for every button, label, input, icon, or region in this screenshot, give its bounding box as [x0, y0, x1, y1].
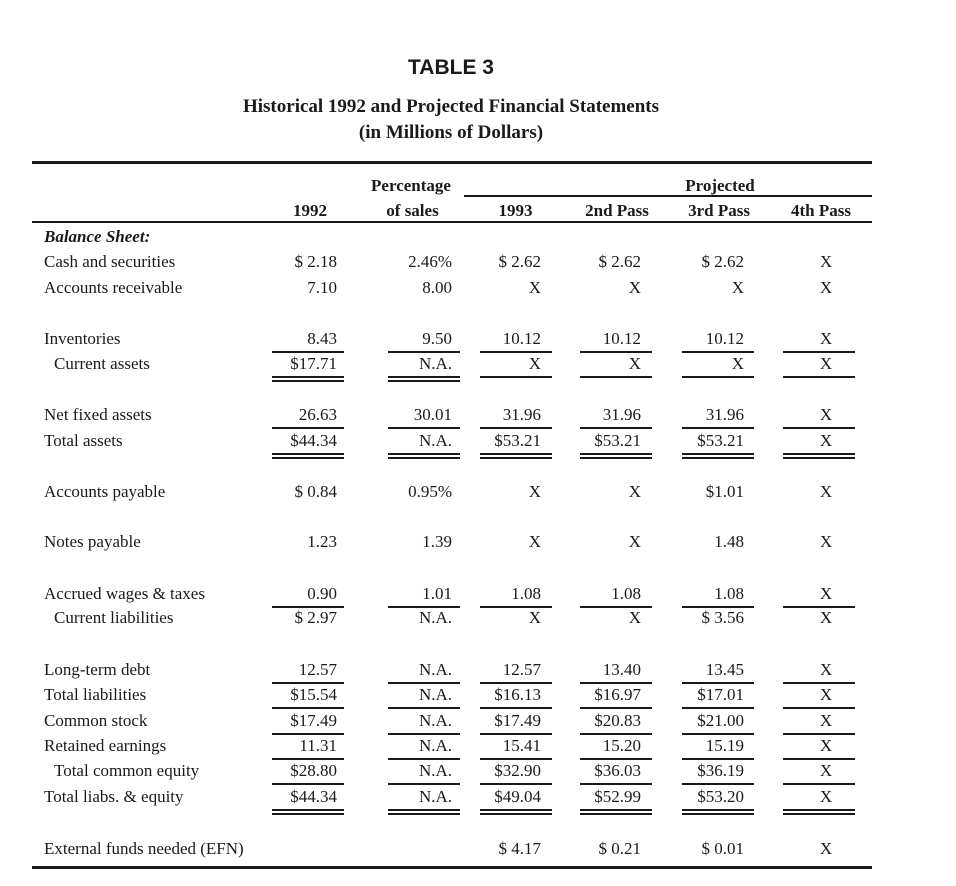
- column-rule: [682, 733, 754, 735]
- table-cell: 2.46%: [408, 252, 452, 271]
- row-label: Accrued wages & taxes: [44, 584, 205, 603]
- table-cell: X: [819, 711, 833, 730]
- row-label: Long-term debt: [44, 660, 151, 679]
- column-rule: [783, 783, 855, 785]
- column-rule: [388, 809, 460, 811]
- table-cell: X: [628, 354, 641, 373]
- column-rule: [580, 733, 652, 735]
- table-cell: $53.20: [697, 787, 744, 806]
- column-rule: [272, 707, 344, 709]
- table-cell: 31.96: [502, 405, 541, 424]
- column-rule: [783, 733, 855, 735]
- column-rule: [580, 427, 652, 429]
- header-3rd-pass: 3rd Pass: [688, 201, 750, 220]
- table-cell: $53.21: [594, 431, 641, 450]
- table-cell: 10.12: [705, 329, 744, 348]
- table-cell: X: [819, 482, 833, 501]
- table-cell: $ 0.84: [294, 482, 337, 501]
- table-cell: X: [528, 532, 541, 551]
- column-rule: [580, 351, 652, 353]
- column-rule: [580, 783, 652, 785]
- header-1993: 1993: [498, 201, 533, 220]
- column-rule: [272, 376, 344, 378]
- column-rule: [580, 707, 652, 709]
- table-cell: N.A.: [418, 787, 452, 806]
- row-label: Total common equity: [54, 761, 200, 780]
- column-rule: [783, 376, 855, 378]
- table-cell: 10.12: [602, 329, 641, 348]
- column-rule: [388, 427, 460, 429]
- table-cell: 8.43: [307, 329, 337, 348]
- row-label: Common stock: [44, 711, 148, 730]
- table-cell: X: [819, 252, 833, 271]
- table-cell: $ 2.62: [701, 252, 744, 271]
- row-label: Accounts receivable: [44, 278, 183, 297]
- column-rule: [783, 427, 855, 429]
- table-cell: 9.50: [422, 329, 452, 348]
- column-rule: [480, 606, 552, 608]
- table-cell: X: [819, 354, 833, 373]
- table-cell: $ 2.62: [598, 252, 641, 271]
- column-rule: [580, 376, 652, 378]
- table-cell: X: [819, 405, 833, 424]
- table-cell: $17.49: [290, 711, 337, 730]
- table-units: (in Millions of Dollars): [358, 122, 544, 143]
- table-cell: $20.83: [594, 711, 641, 730]
- column-rule: [682, 809, 754, 811]
- table-cell: X: [819, 532, 833, 551]
- top-rule: [32, 161, 872, 164]
- column-rule: [388, 783, 460, 785]
- table-cell: 1.39: [422, 532, 452, 551]
- table-cell: X: [528, 278, 541, 297]
- column-rule: [272, 813, 344, 815]
- column-rule: [272, 606, 344, 608]
- column-rule: [682, 758, 754, 760]
- column-rule: [580, 813, 652, 815]
- table-subtitle: Historical 1992 and Projected Financial Statements: [242, 96, 659, 117]
- column-rule: [480, 457, 552, 459]
- row-label: Total assets: [44, 431, 123, 450]
- table-cell: N.A.: [418, 354, 452, 373]
- table-cell: 15.19: [705, 736, 744, 755]
- table-cell: X: [628, 608, 641, 627]
- column-rule: [272, 682, 344, 684]
- table-cell: $36.19: [697, 761, 744, 780]
- table-cell: $52.99: [594, 787, 641, 806]
- table-cell: X: [528, 482, 541, 501]
- table-cell: X: [731, 354, 744, 373]
- table-cell: 13.45: [705, 660, 744, 679]
- table-cell: $ 2.97: [294, 608, 337, 627]
- table-cell: X: [819, 660, 833, 679]
- table-cell: X: [819, 584, 833, 603]
- column-rule: [388, 606, 460, 608]
- column-rule: [388, 457, 460, 459]
- column-rule: [580, 606, 652, 608]
- column-rule: [580, 809, 652, 811]
- row-label: Current liabilities: [54, 608, 174, 627]
- table-cell: 0.95%: [408, 482, 452, 501]
- table-cell: $21.00: [697, 711, 744, 730]
- column-rule: [580, 682, 652, 684]
- column-rule: [480, 453, 552, 455]
- table-cell: 1.08: [714, 584, 744, 603]
- column-rule: [783, 758, 855, 760]
- table-cell: N.A.: [418, 608, 452, 627]
- column-rule: [783, 453, 855, 455]
- table-cell: N.A.: [418, 685, 452, 704]
- table-cell: $ 0.01: [701, 839, 744, 858]
- table-cell: $32.90: [494, 761, 541, 780]
- column-rule: [682, 427, 754, 429]
- bottom-rule: [32, 866, 872, 869]
- table-cell: $ 4.17: [498, 839, 541, 858]
- header-rule: [32, 221, 872, 223]
- table-cell: X: [819, 839, 833, 858]
- column-rule: [480, 682, 552, 684]
- table-cell: $17.71: [290, 354, 337, 373]
- table-cell: X: [628, 532, 641, 551]
- table-cell: 15.41: [502, 736, 541, 755]
- table-cell: $16.13: [494, 685, 541, 704]
- column-rule: [388, 733, 460, 735]
- row-label: External funds needed (EFN): [44, 839, 244, 858]
- table-cell: 31.96: [705, 405, 744, 424]
- table-cell: X: [628, 278, 641, 297]
- table-cell: $ 2.18: [294, 252, 337, 271]
- table-cell: 0.90: [307, 584, 337, 603]
- table-cell: X: [819, 787, 833, 806]
- column-rule: [272, 758, 344, 760]
- column-rule: [272, 733, 344, 735]
- column-rule: [682, 376, 754, 378]
- column-rule: [480, 783, 552, 785]
- table-cell: 15.20: [602, 736, 641, 755]
- column-rule: [682, 453, 754, 455]
- column-rule: [388, 351, 460, 353]
- table-cell: X: [528, 354, 541, 373]
- table-cell: $16.97: [594, 685, 641, 704]
- row-label: Notes payable: [44, 532, 141, 551]
- table-cell: $53.21: [494, 431, 541, 450]
- column-rule: [480, 813, 552, 815]
- column-rule: [272, 809, 344, 811]
- table-cell: X: [528, 608, 541, 627]
- table-cell: $44.34: [290, 787, 337, 806]
- table-cell: X: [819, 431, 833, 450]
- column-rule: [388, 376, 460, 378]
- column-rule: [682, 783, 754, 785]
- column-rule: [682, 813, 754, 815]
- table-cell: 12.57: [298, 660, 337, 679]
- column-rule: [682, 351, 754, 353]
- table-cell: 1.08: [611, 584, 641, 603]
- table-cell: 13.40: [602, 660, 641, 679]
- table-cell: X: [628, 482, 641, 501]
- row-label: Current assets: [54, 354, 150, 373]
- table-cell: 30.01: [413, 405, 452, 424]
- column-rule: [580, 758, 652, 760]
- column-rule: [272, 380, 344, 382]
- table-cell: X: [819, 685, 833, 704]
- column-rule: [783, 682, 855, 684]
- table-cell: X: [819, 736, 833, 755]
- column-rule: [682, 606, 754, 608]
- row-label: Cash and securities: [44, 252, 176, 271]
- projected-header: Projected: [685, 176, 755, 195]
- column-rule: [682, 707, 754, 709]
- table-cell: 1.23: [307, 532, 337, 551]
- column-rule: [480, 733, 552, 735]
- table-cell: X: [731, 278, 744, 297]
- column-rule: [388, 380, 460, 382]
- column-rule: [682, 457, 754, 459]
- column-rule: [783, 707, 855, 709]
- table-cell: 12.57: [502, 660, 541, 679]
- table-cell: $49.04: [494, 787, 541, 806]
- column-rule: [480, 427, 552, 429]
- table-cell: N.A.: [418, 431, 452, 450]
- percentage-header-top: Percentage: [371, 176, 451, 195]
- table-cell: 31.96: [602, 405, 641, 424]
- table-cell: 1.48: [714, 532, 744, 551]
- table-cell: 10.12: [502, 329, 541, 348]
- column-rule: [783, 606, 855, 608]
- table-title: TABLE 3: [408, 56, 494, 79]
- row-label: Inventories: [44, 329, 121, 348]
- table-cell: N.A.: [418, 660, 452, 679]
- section-label: Balance Sheet:: [44, 227, 151, 246]
- column-rule: [480, 758, 552, 760]
- table-cell: N.A.: [418, 711, 452, 730]
- column-rule: [580, 453, 652, 455]
- column-rule: [783, 809, 855, 811]
- header-2nd-pass: 2nd Pass: [585, 201, 649, 220]
- table-cell: $1.01: [705, 482, 744, 501]
- table-cell: 11.31: [299, 736, 337, 755]
- column-rule: [388, 682, 460, 684]
- table-cell: X: [819, 278, 833, 297]
- table-cell: X: [819, 329, 833, 348]
- table-cell: $17.49: [494, 711, 541, 730]
- row-label: Total liabs. & equity: [44, 787, 184, 806]
- table-cell: X: [819, 608, 833, 627]
- column-rule: [272, 427, 344, 429]
- header-1992: 1992: [293, 201, 327, 220]
- column-rule: [480, 351, 552, 353]
- row-label: Retained earnings: [44, 736, 167, 755]
- column-rule: [272, 453, 344, 455]
- table-cell: $17.01: [697, 685, 744, 704]
- table-cell: $ 3.56: [701, 608, 744, 627]
- column-rule: [480, 707, 552, 709]
- table-cell: $36.03: [594, 761, 641, 780]
- table-cell: 1.08: [511, 584, 541, 603]
- table-cell: N.A.: [418, 736, 452, 755]
- row-label: Accounts payable: [44, 482, 166, 501]
- column-rule: [580, 457, 652, 459]
- row-label: Total liabilities: [44, 685, 147, 704]
- table-cell: $ 2.62: [498, 252, 541, 271]
- row-label: Net fixed assets: [44, 405, 152, 424]
- table-cell: $28.80: [290, 761, 337, 780]
- table-cell: $53.21: [697, 431, 744, 450]
- column-rule: [272, 783, 344, 785]
- table-cell: N.A.: [418, 761, 452, 780]
- table-cell: 1.01: [422, 584, 452, 603]
- column-rule: [388, 813, 460, 815]
- column-rule: [388, 453, 460, 455]
- column-rule: [388, 707, 460, 709]
- column-rule: [682, 682, 754, 684]
- table-cell: 8.00: [422, 278, 452, 297]
- header-pct-of-sales: of sales: [386, 201, 439, 220]
- table-cell: X: [819, 761, 833, 780]
- table-cell: $ 0.21: [598, 839, 641, 858]
- table-cell: $44.34: [290, 431, 337, 450]
- column-rule: [783, 457, 855, 459]
- column-rule: [783, 813, 855, 815]
- column-rule: [783, 351, 855, 353]
- column-rule: [388, 758, 460, 760]
- header-4th-pass: 4th Pass: [791, 201, 851, 220]
- table-cell: $15.54: [290, 685, 337, 704]
- column-rule: [272, 351, 344, 353]
- column-rule: [272, 457, 344, 459]
- column-rule: [480, 376, 552, 378]
- table-cell: 7.10: [307, 278, 337, 297]
- table-cell: 26.63: [298, 405, 337, 424]
- column-rule: [480, 809, 552, 811]
